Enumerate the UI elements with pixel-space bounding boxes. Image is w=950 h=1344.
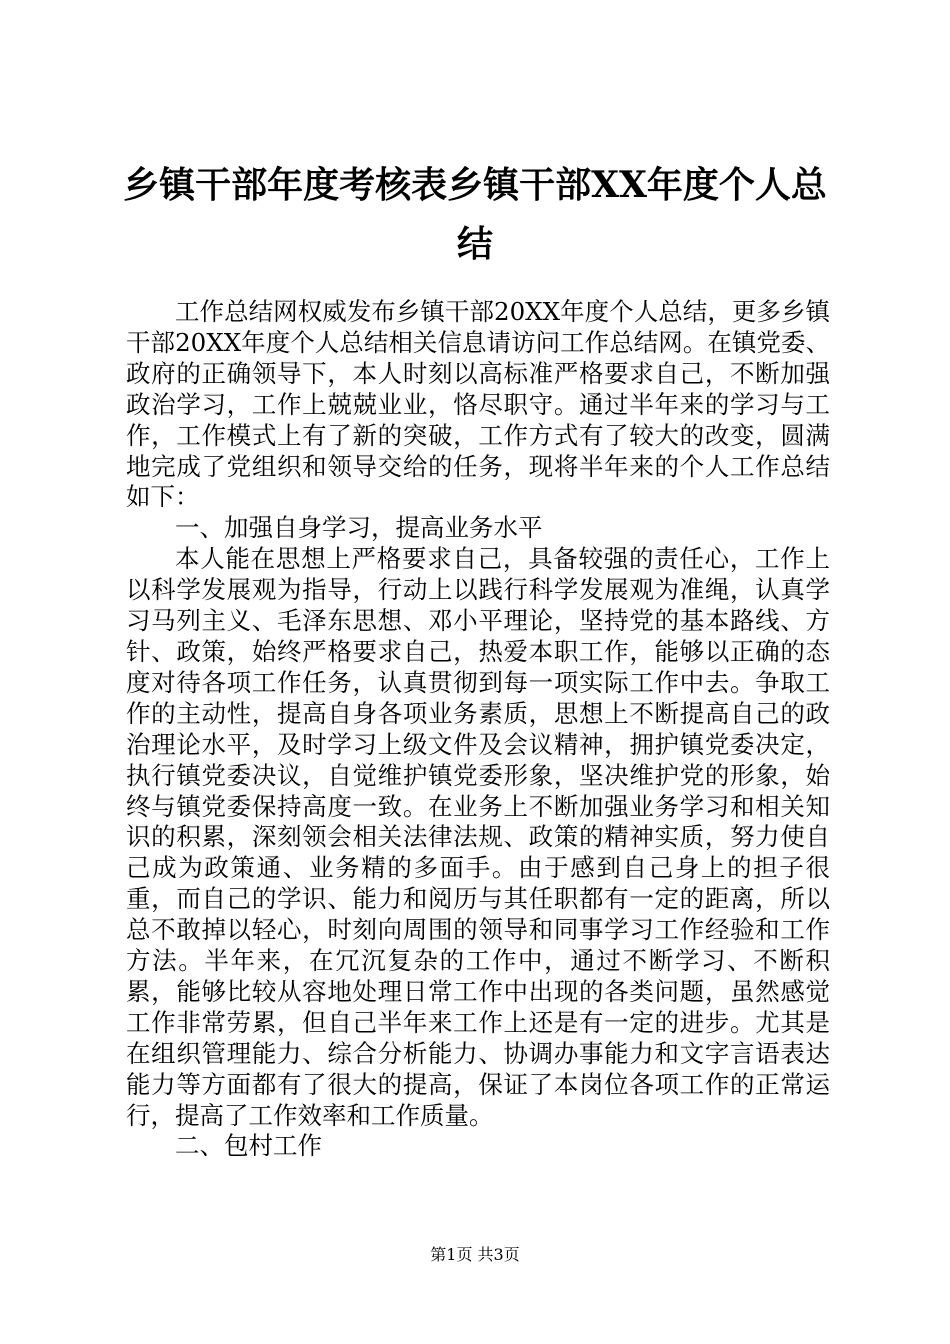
section-heading-2: 二、包村工作	[175, 1131, 322, 1161]
section-paragraph-1: 本人能在思想上严格要求自己，具备较强的责任心，工作上以科学发展观为指导，行动上以践行科学发展观为准绳，认真学习马列主义、毛泽东思想、邓小平理论，坚持党的基本路线、方针、政策，始终严格要求自己，热爱本职工作，能够以正确的态度对待各项工作任务，认真贯彻到每一项实际工作中去。争取工作的主动性，提高自身各项业务素质，思想上不断提高自己的政治理论水平，及时学习上级文件及会议精神，拥护镇党委决定，执行镇党委决议，自觉维护镇党委形象，坚决维护党的形象，始终与镇党委保持高度一致。在业务上不断加强业务学习和相关知识的积累，深刻领会相关法律法规、政策的精神实质，努力使自己成为政策通、业务精的多面手。由于感到自己身上的担子很重，而自己的学识、能力和阅历与其任职都有一定的距离，所以总不敢掉以轻心，时刻向周围的领导和同事学习工作经验和工作方法。半年来，在冗沉复杂的工作中，通过不断学习、不断积累，能够比较从容地处理日常工作中出现的各类问题，虽然感觉工作非常劳累，但自己半年来工作上还是有一定的进步。尤其是在组织管理能力、综合分析能力、协调办事能力和文字言语表达能力等方面都有了很大的提高，保证了本岗位各项工作的正常运行，提高了工作效率和工作质量。	[126, 544, 830, 1130]
document-body	[126, 297, 830, 1162]
page-footer	[0, 1245, 950, 1265]
page-indicator: 第1页 共3页	[430, 1245, 520, 1264]
intro-paragraph: 工作总结网权威发布乡镇干部20XX年度个人总结，更多乡镇干部20XX年度个人总结相关信息请访问工作总结网。在镇党委、政府的正确领导下，本人时刻以高标准严格要求自己，不断加强政治学习，工作上兢兢业业，恪尽职守。通过半年来的学习与工作，工作模式上有了新的突破，工作方式有了较大的改变，圆满地完成了党组织和领导交给的任务，现将半年来的个人工作总结如下：	[126, 297, 830, 512]
section-heading-1: 一、加强自身学习，提高业务水平	[175, 513, 543, 543]
document-title: 乡镇干部年度考核表乡镇干部XX年度个人总结	[123, 164, 827, 265]
